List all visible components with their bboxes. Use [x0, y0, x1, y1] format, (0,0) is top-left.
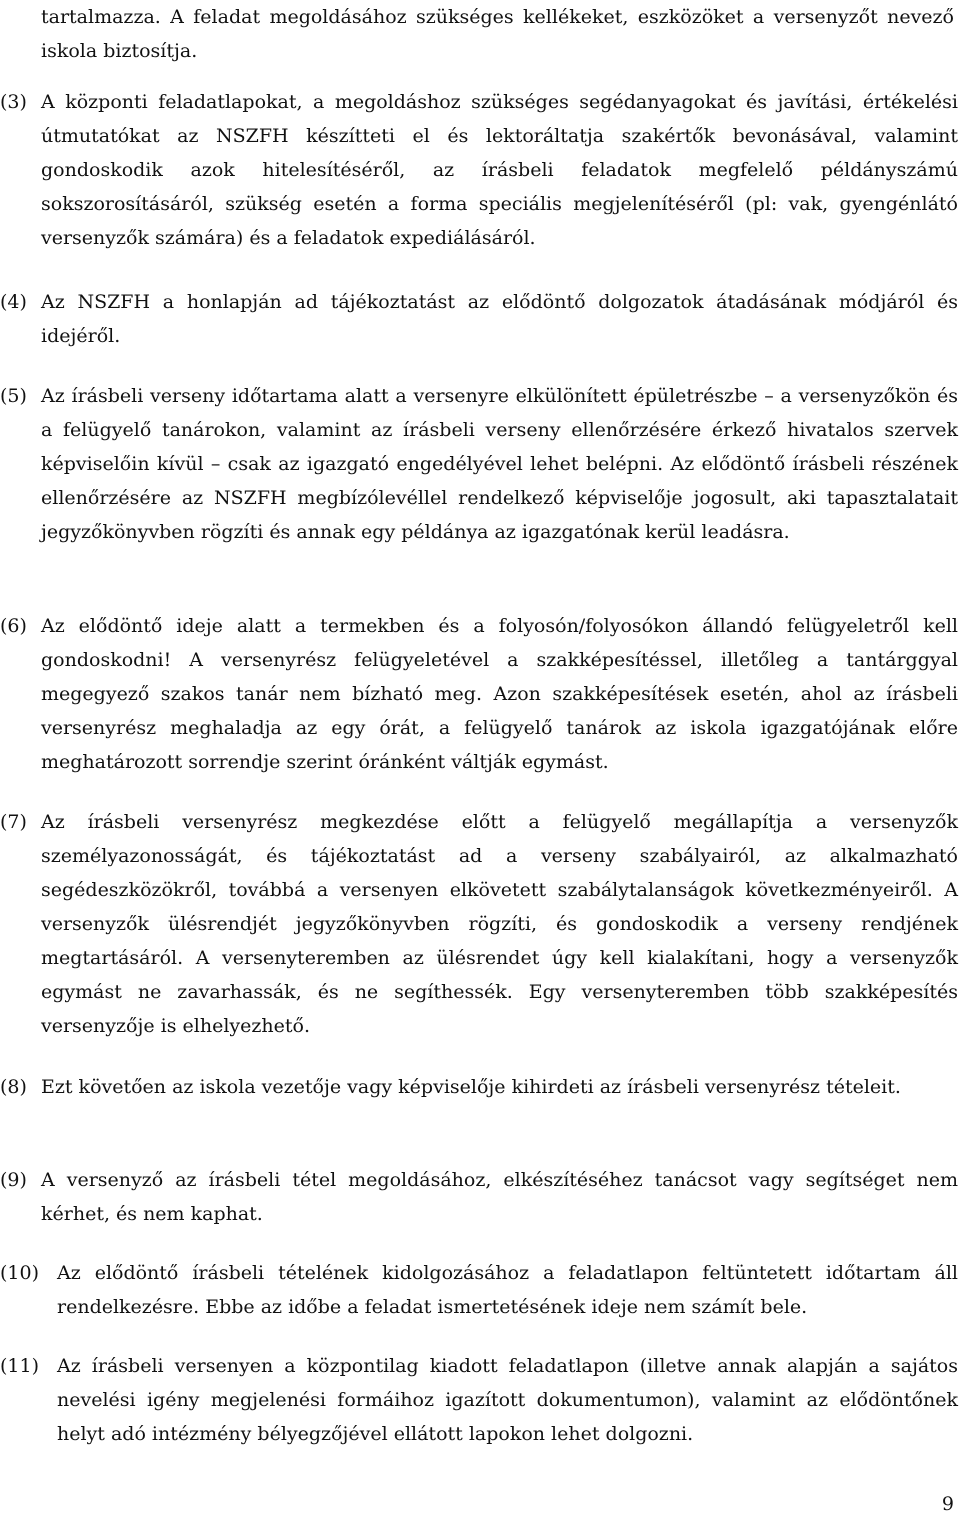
paragraph-number: (6) [0, 615, 27, 637]
paragraph-text: Az írásbeli versenyen a központilag kiadott feladatlapon (illetve annak alapján a sajátos nevelési igény megjelenési formáihoz igazított dokumentumon), valamint az elődöntőnek helyt adó intézmény bélyegzőjével ellátott lapokon lehet dolgozni. [57, 1355, 958, 1445]
paragraph-4 [0, 285, 958, 353]
paragraph-11 [0, 1349, 958, 1451]
paragraph-number: (5) [0, 385, 27, 407]
paragraph-5 [0, 379, 958, 549]
paragraph-number: (11) [0, 1355, 40, 1377]
paragraph-number: (7) [0, 811, 27, 833]
page-number: 9 [941, 1493, 954, 1515]
paragraph-text: A központi feladatlapokat, a megoldáshoz szükséges segédanyagokat és javítási, értékelési útmutatókat az NSZFH készítteti el és lektoráltatja szakértők bevonásával, valamint gondoskodik azok hitelesítéséről, az írásbeli feladatok megfelelő példányszámú sokszorosításáról, szükség esetén a forma speciális megjelenítéséről (pl: vak, gyengénlátó versenyzők számára) és a feladatok expediálásáról. [41, 91, 958, 249]
paragraph-3 [0, 85, 958, 255]
paragraph-text: Ezt követően az iskola vezetője vagy képviselője kihirdeti az írásbeli versenyrész tételeit. [41, 1076, 901, 1098]
paragraph-text: A versenyző az írásbeli tétel megoldásához, elkészítéséhez tanácsot vagy segítséget nem kérhet, és nem kaphat. [41, 1169, 958, 1225]
paragraph-10 [0, 1256, 958, 1324]
paragraph-9 [0, 1163, 958, 1231]
paragraph-text: Az elődöntő ideje alatt a termekben és a folyosón/folyosókon állandó felügyeletről kell gondoskodni! A versenyrész felügyeletével a szakképesítéssel, illetőleg a tantárggyal megegyező szakos tanár nem bízható meg. Azon szakképesítések esetén, ahol az írásbeli versenyrész meghaladja az egy órát, a felügyelő tanárok az iskola igazgatójának előre meghatározott sorrendje szerint óránként váltják egymást. [41, 615, 958, 773]
paragraph-text: Az írásbeli versenyrész megkezdése előtt a felügyelő megállapítja a versenyzők személyazonosságát, és tájékoztatást ad a verseny szabályairól, az alkalmazható segédeszközökről, továbbá a versenyen elkövetett szabálytalanságok következményeiről. A versenyzők ülésrendjét jegyzőkönyvben rögzíti, és gondoskodik a verseny rendjének megtartásáról. A versenyteremben az ülésrendet úgy kell kialakítani, hogy a versenyzők egymást ne zavarhassák, és ne segíthessék. Egy versenyteremben több szakképesítés versenyzője is elhelyezhető. [41, 811, 958, 1037]
intro-paragraph: tartalmazza. A feladat megoldásához szükséges kellékeket, eszközöket a versenyzőt nevező iskola biztosítja. [41, 6, 954, 62]
paragraph-number: (4) [0, 291, 27, 313]
paragraph-number: (10) [0, 1262, 40, 1284]
paragraph-number: (3) [0, 91, 27, 113]
paragraph-7 [0, 805, 958, 1043]
paragraph-number: (8) [0, 1076, 27, 1098]
paragraph-text: Az NSZFH a honlapján ad tájékoztatást az elődöntő dolgozatok átadásának módjáról és idejéről. [41, 291, 958, 347]
paragraph-8 [0, 1070, 958, 1104]
paragraph-6 [0, 609, 958, 779]
paragraph-text: Az elődöntő írásbeli tételének kidolgozásához a feladatlapon feltüntetett időtartam áll rendelkezésre. Ebbe az időbe a feladat ismertetésének ideje nem számít bele. [57, 1262, 958, 1318]
paragraph-text: Az írásbeli verseny időtartama alatt a versenyre elkülönített épületrészbe – a versenyzőkön és a felügyelő tanárokon, valamint az írásbeli verseny ellenőrzésére érkező hivatalos szervek képviselőin kívül – csak az igazgató engedélyével lehet belépni. Az elődöntő írásbeli részének ellenőrzésére az NSZFH megbízólevéllel rendelkező képviselője jogosult, aki tapasztalatait jegyzőkönyvben rögzíti és annak egy példánya az igazgatónak kerül leadásra. [41, 385, 958, 543]
paragraph-number: (9) [0, 1169, 27, 1191]
